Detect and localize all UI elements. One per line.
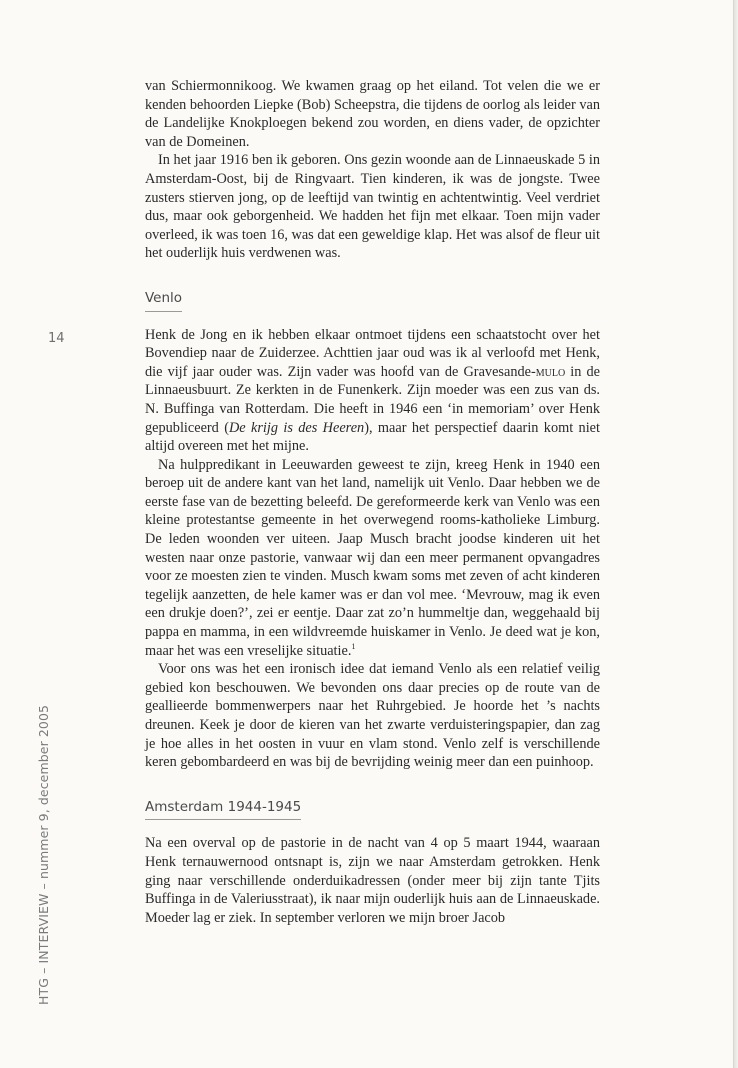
intro-paragraph-1: van Schiermonnikoog. We kwamen graag op het eiland. Tot velen die we er kenden behoorden Liepke (Bob) Scheepstra, die tijdens de oorlog als leider van de Landelijke Knokploegen bekend zou worden, en diens vader, de opzichter van de Domeinen.: [145, 78, 600, 150]
venlo-paragraph-1: [145, 326, 600, 456]
section-heading-venlo: Venlo: [145, 289, 182, 312]
venlo-paragraph-2: [145, 456, 600, 661]
venlo-p1-mulo: mulo: [535, 363, 566, 380]
venlo-p1-text-a: Henk de Jong en ik hebben elkaar ontmoet tijdens een schaatstocht over het Bovendiep naar de Zuiderzee. Achttien jaar oud was ik al verloofd met Henk, die vijf jaar ouder was. Zijn vader was hoofd van de Gravesande-: [145, 326, 600, 380]
section-spacer: [145, 312, 600, 326]
page-edge: [734, 0, 738, 1068]
section-spacer: [145, 772, 600, 798]
section-heading-amsterdam: Amsterdam 1944-1945: [145, 798, 301, 821]
venlo-p1-book-title: De krijg is des Heeren: [228, 419, 365, 436]
section-spacer: [145, 263, 600, 289]
venlo-p1-text-b: in de Linnaeusbuurt. Ze kerkten in de Funenkerk. Zijn moeder was een zus van ds. N. Buffinga van Rotterdam. Die heeft in 1946 een ‘in memoriam’ over Henk gepubliceerd (: [145, 363, 600, 436]
footnote-marker: 1: [351, 641, 356, 651]
venlo-paragraph-3: Voor ons was het een ironisch idee dat iemand Venlo als een relatief veilig gebied kon beschouwen. We bevonden ons daar precies op de route van de geallieerde bommenwerpers naar het Ruhrgebied. Je hoorde het ’s nachts dreunen. Keek je door de kieren van het zwarte verduisteringspapier, dan zag je hoe alles in het oosten in vuur en vlam stond. Venlo zelf is verschillende keren gebombardeerd en was bij de bevrijding weinig meer dan een puinhoop.: [145, 661, 600, 771]
running-head: HTG – INTERVIEW – nummer 9, december 2005: [36, 704, 51, 1005]
venlo-p2-text: Na hulppredikant in Leeuwarden geweest te zijn, kreeg Henk in 1940 een beroep uit de andere kant van het land, namelijk uit Venlo. Daar hebben we de eerste fase van de bezetting beleefd. De gereformeerde kerk van Venlo was een kleine protestantse gemeente in het overwegend rooms-katholieke Limburg. De leden woonden ver uiteen. Jaap Musch bracht joodse kinderen uit het westen naar onze pastorie, vanwaar wij dan een meer permanent opvangadres voor ze moesten zien te vinden. Musch kwam soms met zeven of acht kinderen tegelijk aanzetten, de hele kamer was er dan vol mee. ‘Mevrouw, mag ik even een drukje doen?’, zei er eentje. Daar zat zo’n hummeltje dan, weggehaald bij pappa en mamma, in een wildvreemde huiskamer in Venlo. Je deed wat je kon, maar het was een vreselijke situatie.: [145, 456, 600, 659]
amsterdam-paragraph-1: Na een overval op de pastorie in de nacht van 4 op 5 maart 1944, waaraan Henk ternauwernood ontsnapt is, zijn we naar Amsterdam getrokken. Henk ging naar verschillende onderduikadressen (onder meer bij zijn tante Tjits Buffinga in de Valeriusstraat), ik naar mijn ouderlijk huis aan de Linnaeuskade. Moeder lag er ziek. In september verloren we mijn broer Jacob: [145, 835, 600, 926]
article-body: [145, 77, 600, 927]
page-number: 14: [48, 331, 65, 346]
venlo-p1-text-c: ), maar het perspectief daarin komt niet altijd overeen met het mijne.: [145, 419, 600, 455]
section-spacer: [145, 820, 600, 834]
intro-paragraph-2: In het jaar 1916 ben ik geboren. Ons gezin woonde aan de Linnaeuskade 5 in Amsterdam-Oost, bij de Ringvaart. Tien kinderen, ik was de jongste. Twee zusters stierven jong, op de leeftijd van twintig en achtentwintig. Veel verdriet dus, maar ook geborgenheid. We hadden het fijn met elkaar. Toen mijn vader overleed, ik was toen 16, was dat een geweldige klap. Het was alsof de fleur uit het ouderlijk huis verdwenen was.: [145, 152, 600, 262]
